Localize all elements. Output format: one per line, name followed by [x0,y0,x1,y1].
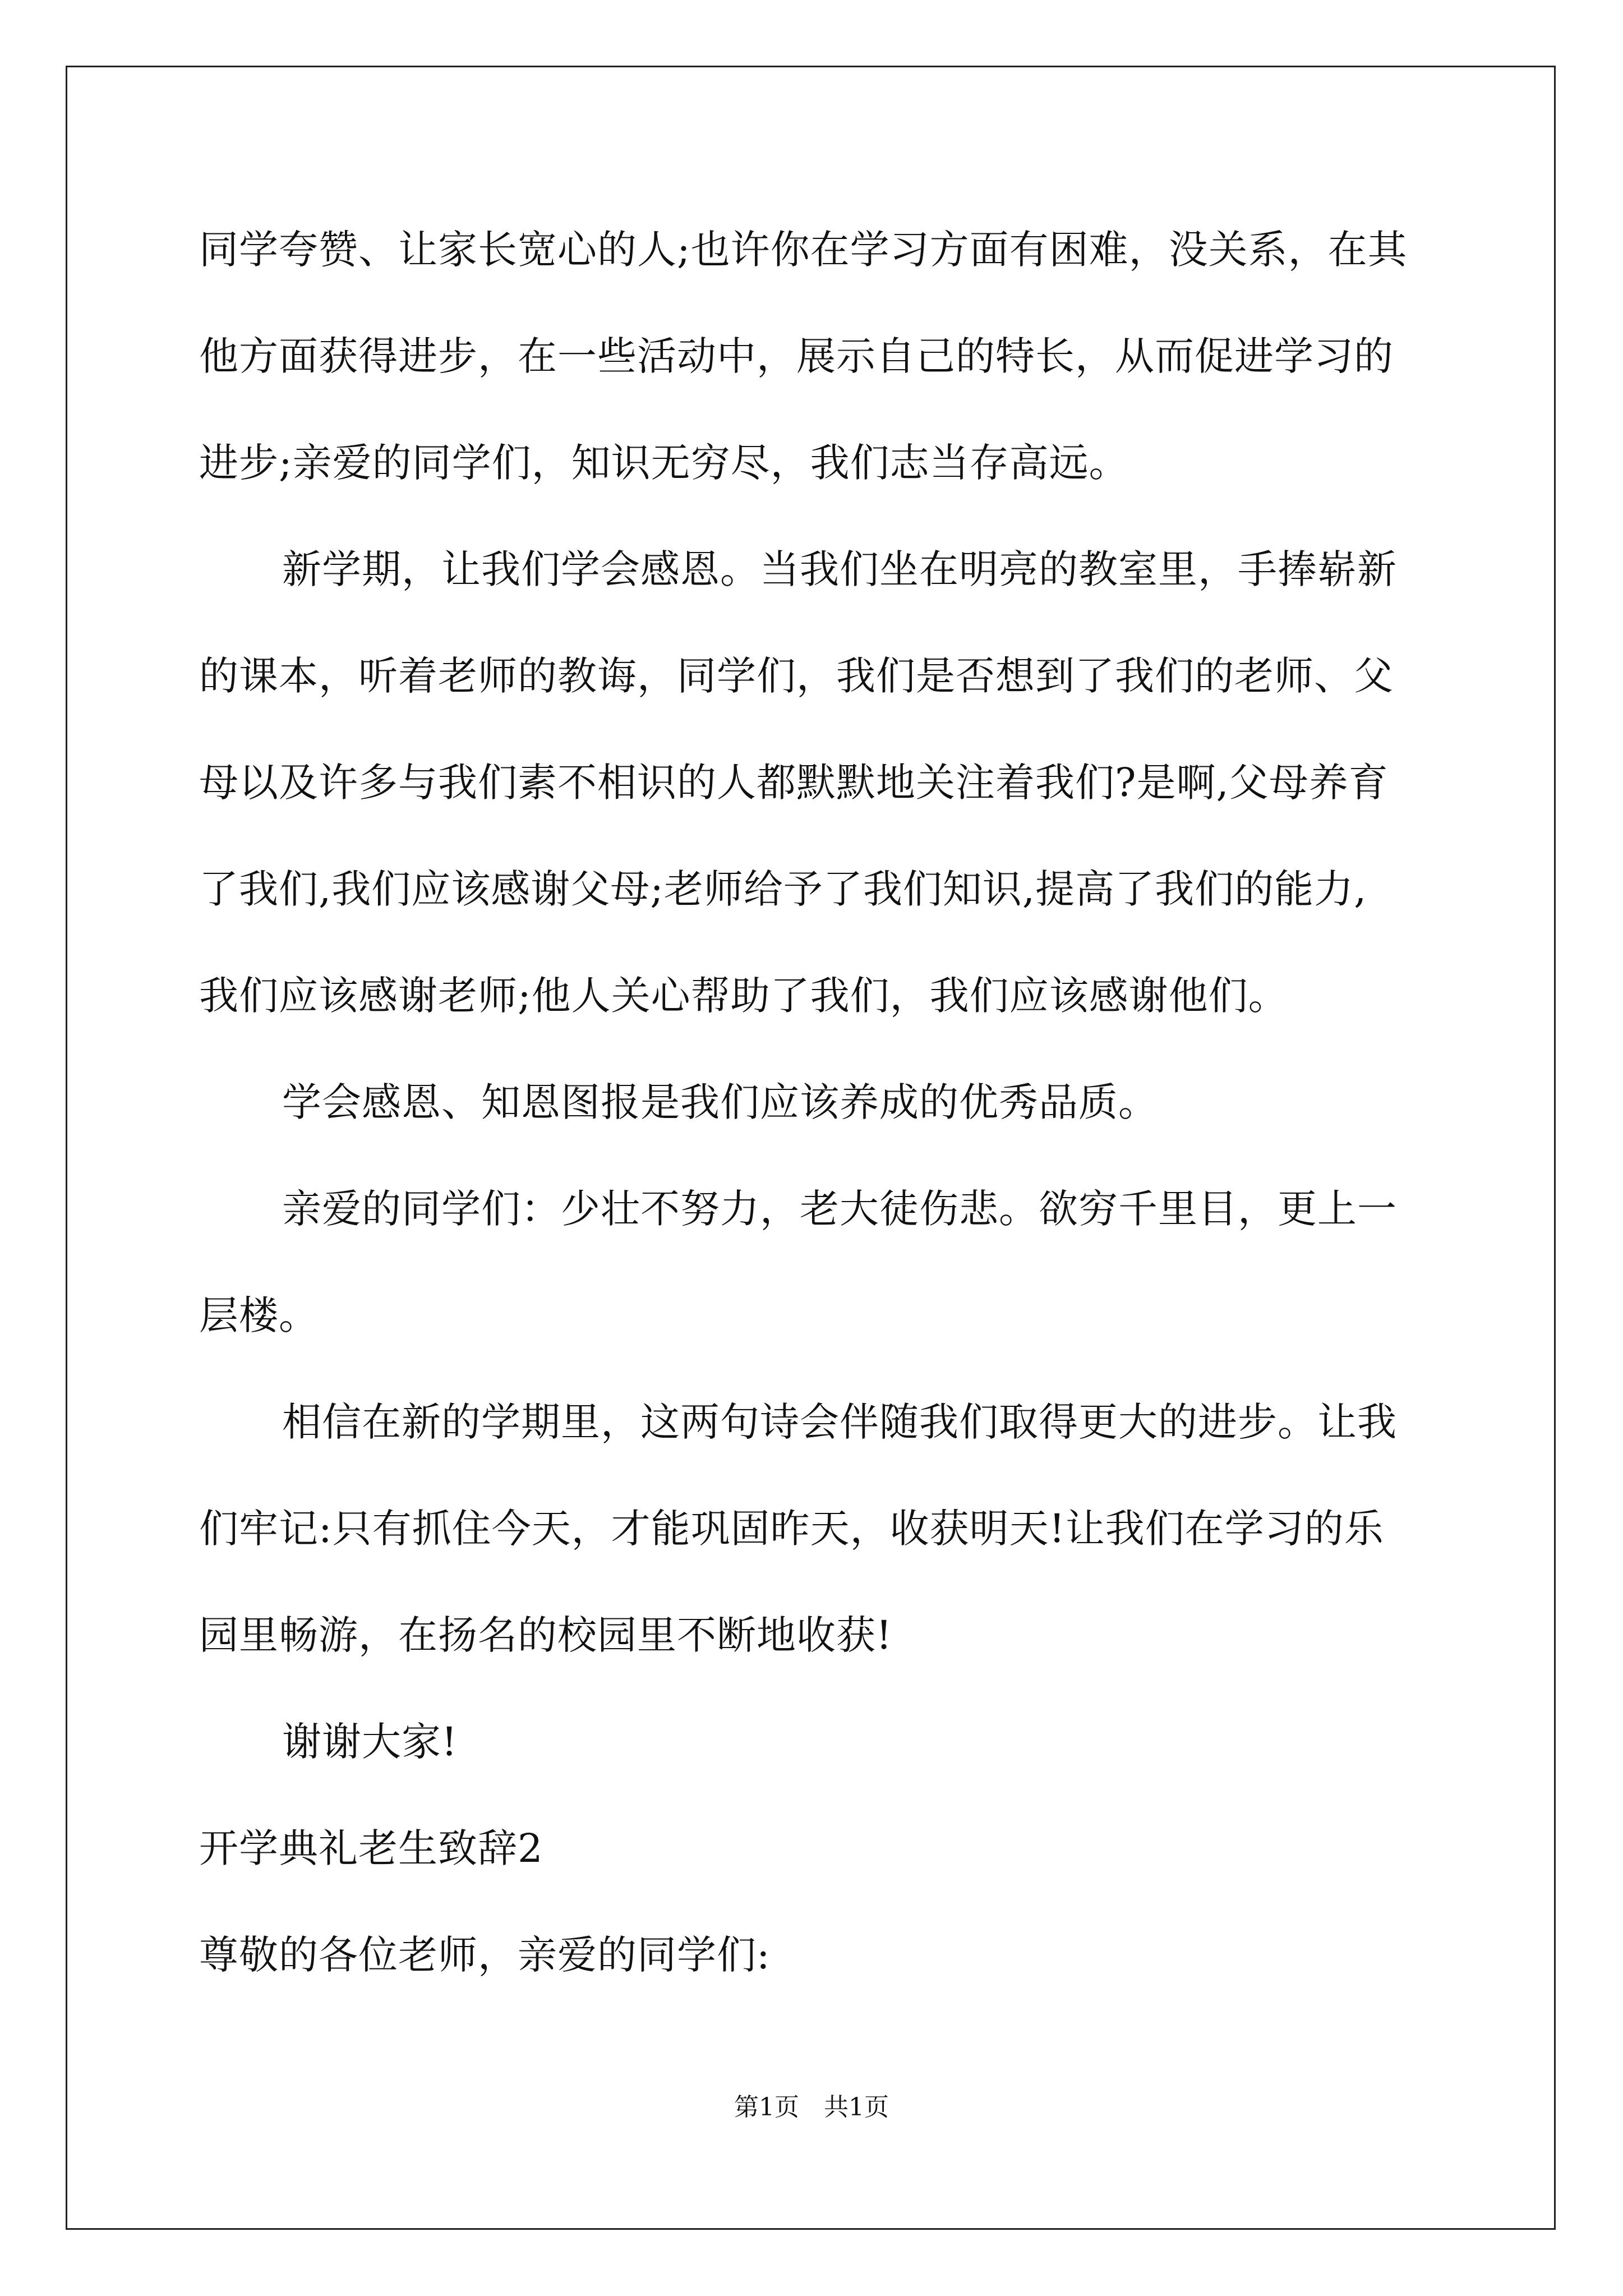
text-line: 园里畅游，在扬名的校园里不断地收获! [199,1612,893,1658]
text-line: 他方面获得进步，在一些活动中，展示自己的特长，从而促进学习的 [199,333,1394,379]
text-line: 母以及许多与我们素不相识的人都默默地关注着我们?是啊,父母养育 [199,760,1389,806]
text-line: 新学期，让我们学会感恩。当我们坐在明亮的教室里，手捧崭新 [282,546,1397,592]
text-line: 谢谢大家! [282,1719,458,1765]
salutation: 尊敬的各位老师，亲爱的同学们: [199,1932,771,1978]
text-line: 我们应该感谢老师;他人关心帮助了我们，我们应该感谢他们。 [199,973,1288,1019]
page-footer [0,2087,1623,2123]
text-line: 层楼。 [199,1292,319,1338]
text-line: 相信在新的学期里，这两句诗会伴随我们取得更大的进步。让我 [282,1399,1397,1445]
text-line: 学会感恩、知恩图报是我们应该养成的优秀品质。 [282,1079,1158,1125]
page-number: 第1页 共1页 [734,2093,889,2122]
text-line: 同学夸赞、让家长宽心的人;也许你在学习方面有困难，没关系，在其 [199,227,1408,273]
text-line: 了我们,我们应该感谢父母;老师给予了我们知识,提高了我们的能力, [199,866,1367,912]
text-line: 进步;亲爱的同学们，知识无穷尽，我们志当存高远。 [199,440,1129,486]
text-line: 亲爱的同学们：少壮不努力，老大徒伤悲。欲穷千里目，更上一 [282,1186,1397,1232]
text-line: 的课本，听着老师的教诲，同学们，我们是否想到了我们的老师、父 [199,653,1394,699]
text-line: 们牢记:只有抓住今天，才能巩固昨天，收获明天!让我们在学习的乐 [199,1506,1384,1552]
section-heading: 开学典礼老生致辞2 [199,1825,543,1871]
document-body [199,213,1433,2025]
